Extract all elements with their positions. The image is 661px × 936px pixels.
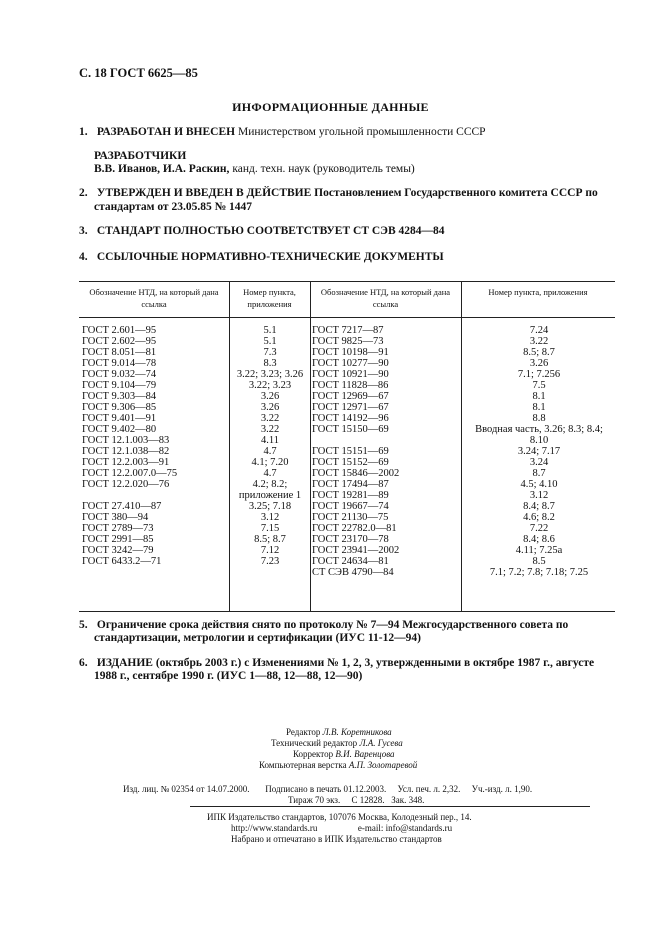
section-2: [79, 187, 598, 199]
header-right-doc: Обозначение НТД, на который дана ссылка: [320, 287, 451, 309]
table-cell-left-ref: 3.22; 3.23: [248, 380, 292, 391]
section-5-text: Ограничение срока действия снято по протоколу № 7—94 Межгосударственного совета по: [96, 619, 569, 631]
table-cell-right-doc: ГОСТ 12969—67: [312, 391, 389, 402]
credit-editor-name: Л.В. Коретникова: [322, 727, 392, 737]
developers-line: [94, 163, 415, 175]
table-cell-left-doc: ГОСТ 12.2.007.0—75: [82, 468, 178, 479]
table-cell-left-doc: ГОСТ 2.602—95: [82, 336, 157, 347]
table-cell-left-ref: 4.1; 7.20: [251, 457, 289, 468]
table-cell-right-doc: [312, 435, 462, 446]
table-bottom-rule: [79, 611, 615, 612]
credit-tech-name: Л.А. Гусева: [359, 738, 403, 748]
table-cell-left-ref: 7.15: [260, 523, 280, 534]
left-docs-column: [82, 325, 230, 567]
section-4-heading: ССЫЛОЧНЫЕ НОРМАТИВНО-ТЕХНИЧЕСКИЕ ДОКУМЕНТЫ: [96, 251, 444, 263]
publisher-contacts: http://www.standards.ru e-mail: info@standards.ru: [231, 823, 453, 833]
section-3-heading: СТАНДАРТ ПОЛНОСТЬЮ СООТВЕТСТВУЕТ СТ СЭВ 4284—84: [96, 225, 445, 237]
table-header-rule: [79, 317, 615, 318]
section-6-number: 6.: [79, 657, 88, 669]
credit-editor: [286, 727, 392, 737]
table-cell-left-ref: 3.26: [260, 391, 280, 402]
table-cell-left-doc: ГОСТ 12.1.003—83: [82, 435, 170, 446]
section-3-number: 3.: [79, 225, 88, 237]
table-cell-left-doc: ГОСТ 3242—79: [82, 545, 154, 556]
table-divider-2: [310, 281, 311, 611]
section-6-line2: 1988 г., сентябре 1990 г. (ИУС 1—88, 12—88, 12—90): [94, 670, 363, 682]
table-cell-left-doc: [82, 490, 230, 501]
right-docs-column: [312, 325, 462, 578]
table-cell-left-ref: 3.12: [260, 512, 280, 523]
section-2-text: Постановлением Государственного комитета СССР по: [311, 187, 598, 199]
table-top-rule: [79, 281, 615, 282]
table-cell-right-doc: ГОСТ 10277—90: [312, 358, 389, 369]
section-1-heading: РАЗРАБОТАН И ВНЕСЕН: [96, 126, 236, 138]
table-cell-left-doc: ГОСТ 8.051—81: [82, 347, 157, 358]
table-cell-right-ref: 7.1; 7.2; 7.8; 7.18; 7.25: [489, 567, 589, 578]
page-header: С. 18 ГОСТ 6625—85: [79, 66, 198, 80]
table-cell-right-ref: 8.5; 8.7: [523, 347, 555, 358]
table-cell-right-doc: ГОСТ 15152—69: [312, 457, 389, 468]
table-cell-left-ref: 5.1: [263, 325, 277, 336]
table-cell-left-doc: ГОСТ 9.402—80: [82, 424, 157, 435]
credit-tech-editor: [271, 738, 403, 748]
table-cell-left-ref: 4.7: [263, 446, 277, 457]
publisher-printing: Набрано и отпечатано в ИПК Издательство стандартов: [231, 834, 442, 844]
table-cell-right-ref: Вводная часть, 3.26; 8.3; 8.4;: [475, 424, 603, 435]
table-cell-left-ref: 4.2; 8.2;: [252, 479, 288, 490]
table-cell-right-doc: ГОСТ 23170—78: [312, 534, 389, 545]
section-2-line2: стандартам от 23.05.85 № 1447: [94, 201, 253, 213]
table-cell-right-ref: 8.4; 8.7: [523, 501, 555, 512]
table-cell-left-doc: ГОСТ 9.032—74: [82, 369, 157, 380]
imprint-rule: [190, 806, 590, 807]
table-cell-left-ref: 8.3: [263, 358, 277, 369]
table-cell-right-doc: ГОСТ 9825—73: [312, 336, 384, 347]
table-cell-right-doc: ГОСТ 19281—89: [312, 490, 389, 501]
reference-documents-table: [79, 281, 615, 611]
table-cell-left-doc: ГОСТ 2789—73: [82, 523, 154, 534]
developers-role: канд. техн. наук (руководитель темы): [229, 163, 415, 175]
section-3: [79, 225, 445, 237]
table-cell-right-ref: 3.26: [529, 358, 549, 369]
table-cell-left-doc: ГОСТ 12.1.038—82: [82, 446, 170, 457]
section-6: [79, 657, 594, 669]
table-cell-right-doc: ГОСТ 7217—87: [312, 325, 384, 336]
table-cell-right-doc: ГОСТ 22782.0—81: [312, 523, 397, 534]
table-cell-right-doc: ГОСТ 15846—2002: [312, 468, 400, 479]
table-cell-left-doc: ГОСТ 27.410—87: [82, 501, 162, 512]
section-5: [79, 619, 568, 631]
table-cell-right-ref: 7.1; 7.256: [517, 369, 561, 380]
table-cell-right-ref: 3.24; 7.17: [517, 446, 561, 457]
left-refs-column: [231, 325, 309, 567]
table-cell-left-ref: 3.26: [260, 402, 280, 413]
table-cell-right-doc: ГОСТ 24634—81: [312, 556, 389, 567]
table-cell-left-ref: 7.3: [263, 347, 277, 358]
table-cell-right-doc: ГОСТ 17494—87: [312, 479, 389, 490]
table-cell-left-doc: ГОСТ 9.303—84: [82, 391, 157, 402]
table-cell-left-ref: 8.5; 8.7: [254, 534, 286, 545]
table-cell-left-doc: ГОСТ 380—94: [82, 512, 149, 523]
section-2-heading: УТВЕРЖДЕН И ВВЕДЕН В ДЕЙСТВИЕ: [96, 187, 312, 199]
table-cell-left-ref: 4.7: [263, 468, 277, 479]
developers-heading: РАЗРАБОТЧИКИ: [94, 150, 187, 162]
table-cell-right-ref: 8.5: [532, 556, 546, 567]
header-left-doc: Обозначение НТД, на который дана ссылка: [89, 287, 219, 309]
table-cell-right-doc: ГОСТ 21130—75: [312, 512, 389, 523]
table-cell-left-ref: 5.1: [263, 336, 277, 347]
table-cell-right-ref: 8.1: [532, 402, 546, 413]
table-cell-left-doc: ГОСТ 12.2.020—76: [82, 479, 170, 490]
table-cell-left-doc: ГОСТ 9.014—78: [82, 358, 157, 369]
credit-corrector-label: Корректор: [293, 749, 334, 759]
page-title: ИНФОРМАЦИОННЫЕ ДАННЫЕ: [232, 100, 429, 114]
table-cell-right-ref: 3.12: [529, 490, 549, 501]
table-cell-right-doc: ГОСТ 14192—96: [312, 413, 389, 424]
table-cell-right-ref: 8.4; 8.6: [523, 534, 555, 545]
table-cell-left-ref: 7.23: [260, 556, 280, 567]
table-cell-right-doc: ГОСТ 15151—69: [312, 446, 389, 457]
table-cell-left-doc: ГОСТ 2991—85: [82, 534, 154, 545]
table-cell-left-ref: 3.22; 3.23; 3.26: [236, 369, 304, 380]
table-cell-right-ref: 3.22: [529, 336, 549, 347]
table-cell-right-ref: 7.24: [529, 325, 549, 336]
table-cell-left-ref: 3.22: [260, 424, 280, 435]
table-cell-right-doc: ГОСТ 15150—69: [312, 424, 389, 435]
print-details: Изд. лиц. № 02354 от 14.07.2000. Подписано в печать 01.12.2003. Усл. печ. л. 2,32. Уч.-изд. л. 1,90.: [123, 784, 533, 794]
section-1-number: 1.: [79, 126, 88, 138]
table-cell-left-ref: 3.22: [260, 413, 280, 424]
table-cell-left-ref: 3.25; 7.18: [248, 501, 292, 512]
section-6-text: ИЗДАНИЕ (октябрь 2003 г.) с Изменениями № 1, 2, 3, утвержденными в октябре 1987 г., августе: [96, 657, 595, 669]
right-refs-column: [463, 325, 615, 578]
table-cell-right-ref: 8.7: [532, 468, 546, 479]
credit-editor-label: Редактор: [286, 727, 321, 737]
credit-tech-label: Технический редактор: [271, 738, 358, 748]
section-2-number: 2.: [79, 187, 88, 199]
credit-corrector-name: В.И. Варенцова: [335, 749, 395, 759]
header-right-ref: Номер пункта, приложения: [488, 287, 588, 297]
credit-layout-label: Компьютерная верстка: [259, 760, 347, 770]
section-4-number: 4.: [79, 251, 88, 263]
table-cell-right-ref: 4.11; 7.25а: [515, 545, 563, 556]
table-cell-right-ref: 8.1: [532, 391, 546, 402]
table-cell-right-doc: ГОСТ 10921—90: [312, 369, 389, 380]
section-5-line2: стандартизации, метрологии и сертификации (ИУС 11-12—94): [94, 632, 421, 644]
table-cell-left-doc: ГОСТ 6433.2—71: [82, 556, 162, 567]
header-left-ref: Номер пункта, приложения: [243, 287, 296, 309]
table-cell-right-ref: 4.6; 8.2: [523, 512, 555, 523]
table-cell-right-doc: ГОСТ 19667—74: [312, 501, 389, 512]
table-cell-right-ref: 4.5; 4.10: [520, 479, 558, 490]
table-cell-right-ref: 8.8: [532, 413, 546, 424]
table-cell-left-ref: 4.11: [261, 435, 279, 446]
developers-names: В.В. Иванов, И.А. Раскин,: [94, 163, 230, 175]
section-1: [79, 126, 486, 138]
publisher-address: ИПК Издательство стандартов, 107076 Москва, Колодезный пер., 14.: [207, 812, 472, 822]
table-cell-right-ref: 8.10: [529, 435, 549, 446]
table-cell-right-doc: СТ СЭВ 4790—84: [312, 567, 394, 578]
table-cell-left-doc: ГОСТ 9.306—85: [82, 402, 157, 413]
table-cell-left-doc: ГОСТ 9.104—79: [82, 380, 157, 391]
print-run: Тираж 70 экз. С 12828. Зак. 348.: [288, 795, 425, 805]
section-1-text: Министерством угольной промышленности СССР: [235, 126, 486, 138]
credit-layout-name: А.П. Золотаревой: [348, 760, 418, 770]
table-cell-left-doc: ГОСТ 2.601—95: [82, 325, 157, 336]
table-cell-right-ref: 7.22: [529, 523, 549, 534]
credit-corrector: [293, 749, 395, 759]
table-cell-right-ref: 3.24: [529, 457, 549, 468]
table-cell-right-doc: ГОСТ 12971—67: [312, 402, 389, 413]
table-cell-left-ref: 7.12: [260, 545, 280, 556]
table-cell-left-ref: приложение 1: [238, 490, 302, 501]
table-cell-left-doc: ГОСТ 9.401—91: [82, 413, 157, 424]
table-cell-right-doc: ГОСТ 10198—91: [312, 347, 389, 358]
credit-layout: [259, 760, 417, 770]
section-4: [79, 251, 444, 263]
table-cell-right-doc: ГОСТ 23941—2002: [312, 545, 400, 556]
table-cell-right-doc: ГОСТ 11828—86: [312, 380, 389, 391]
table-cell-right-ref: 7.5: [532, 380, 546, 391]
table-cell-left-doc: ГОСТ 12.2.003—91: [82, 457, 170, 468]
section-5-number: 5.: [79, 619, 88, 631]
